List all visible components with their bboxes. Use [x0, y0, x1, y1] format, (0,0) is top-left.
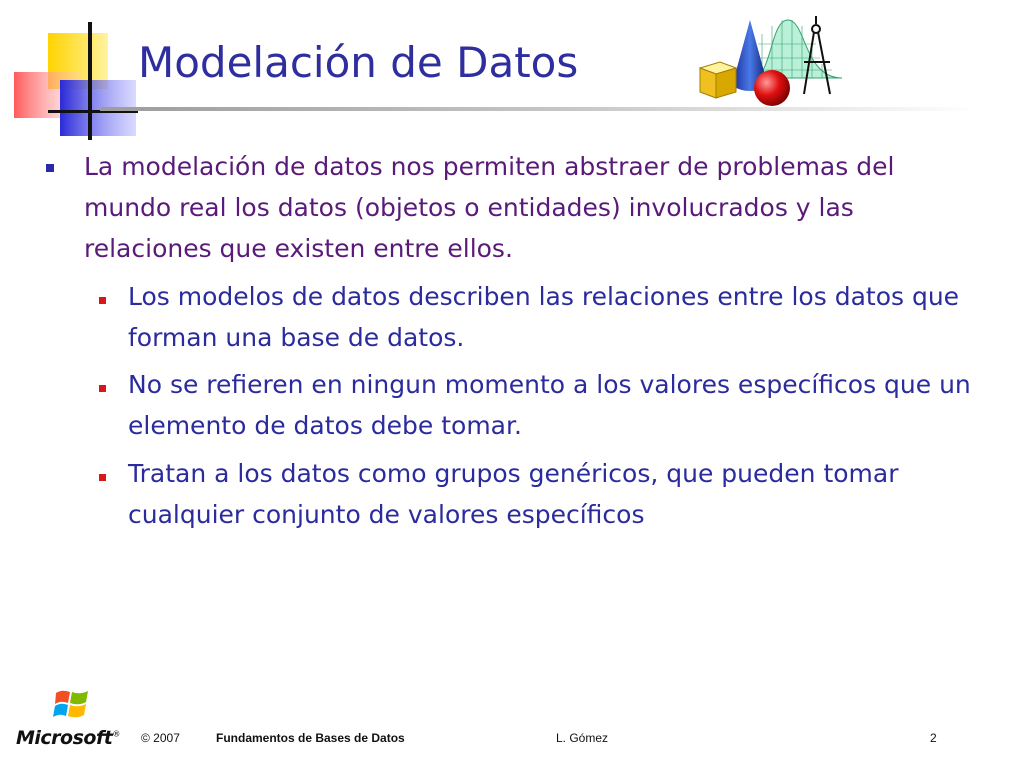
bullet-marker	[46, 164, 54, 172]
bullet-level1: La modelación de datos nos permiten abstraer de problemas del mundo real los datos (objetos o entidades) involucrados y las relaciones que existen entre ellos.	[84, 152, 895, 263]
sub-bullet-2: No se refieren en ningun momento a los valores específicos que un elemento de datos debe tomar.	[128, 370, 971, 440]
slide-title: Modelación de Datos	[138, 38, 579, 87]
windows-flag-icon	[52, 683, 92, 723]
sub-bullet-3: Tratan a los datos como grupos genéricos, que pueden tomar cualquier conjunto de valores específicos	[128, 459, 899, 529]
microsoft-wordmark: Microsoft®	[16, 727, 120, 749]
footer-author: L. Gómez	[556, 731, 609, 745]
sub-bullet-marker	[99, 474, 106, 481]
geometry-shapes-icon	[692, 14, 852, 114]
microsoft-logo	[16, 683, 126, 761]
sub-bullet-marker	[99, 297, 106, 304]
page-number: 2	[930, 731, 937, 745]
footer-copyright: © 2007	[141, 731, 180, 745]
footer-course: Fundamentos de Bases de Datos	[216, 731, 405, 745]
sub-bullet-marker	[99, 385, 106, 392]
sub-bullet-1: Los modelos de datos describen las relaciones entre los datos que forman una base de datos.	[128, 282, 960, 352]
corner-squares-icon	[0, 0, 140, 145]
